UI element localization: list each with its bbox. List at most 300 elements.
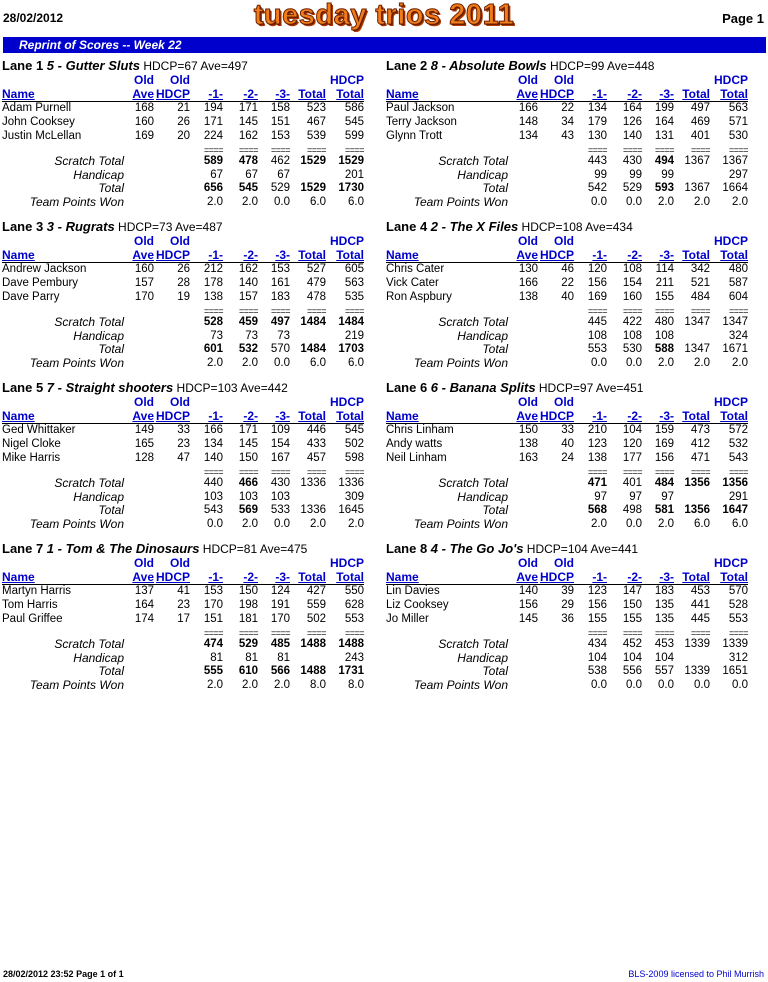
player-score: 171 [238, 424, 258, 436]
separator: ==== [622, 145, 642, 155]
team-points-value: 0.0 [274, 517, 290, 530]
player-score: 134 [587, 102, 607, 114]
player-score: 166 [518, 277, 538, 289]
scratch-total-value: 480 [654, 316, 674, 328]
col-hdcp-total: Total [720, 87, 748, 101]
col-game-1: -1- [592, 409, 607, 423]
player-score: 140 [622, 130, 642, 142]
scratch-total-value: 430 [622, 155, 642, 167]
team-points-value: 0.0 [274, 195, 290, 208]
handicap-total-value: 67 [210, 168, 223, 181]
handicap-total-label: Handicap [457, 650, 508, 665]
col-total: Total [298, 570, 326, 584]
player-score: 33 [177, 424, 190, 436]
col-hdcp-total: Total [720, 409, 748, 423]
col-ave: Ave [516, 87, 538, 101]
team-average: Ave=434 [585, 220, 633, 234]
player-name: Vick Cater [386, 277, 439, 289]
player-score: 40 [561, 291, 574, 303]
separator: ==== [238, 628, 258, 638]
player-score: 532 [728, 438, 748, 450]
separator: ==== [270, 145, 290, 155]
scratch-total-value: 445 [587, 316, 607, 328]
col-old-ave-top: Old [518, 556, 538, 570]
player-score: 174 [134, 613, 154, 625]
player-score: 170 [134, 291, 154, 303]
team-points-value: 2.0 [274, 678, 290, 691]
player-score: 140 [518, 585, 538, 597]
player-score: 604 [728, 291, 748, 303]
col-hdcp-total: Total [336, 570, 364, 584]
col-old-ave-top: Old [518, 234, 538, 248]
col-game-1: -1- [592, 570, 607, 584]
player-score: 178 [203, 277, 223, 289]
player-score: 154 [622, 277, 642, 289]
player-score: 480 [728, 263, 748, 275]
handicap-total-label: Handicap [73, 489, 124, 504]
col-game-3: -3- [659, 87, 674, 101]
team-points-value: 6.0 [694, 517, 710, 530]
scratch-total-value: 462 [270, 155, 290, 167]
col-total: Total [682, 409, 710, 423]
team-points-value: 2.0 [207, 678, 223, 691]
player-score: 22 [561, 102, 574, 114]
scratch-total-value: 430 [270, 477, 290, 489]
scratch-total-value: 459 [238, 316, 258, 328]
handicap-total-label: Handicap [457, 167, 508, 182]
handicap-total-label: Handicap [73, 328, 124, 343]
player-score: 157 [134, 277, 154, 289]
scratch-total-value: 589 [203, 155, 223, 167]
col-hdcp-total: Total [336, 248, 364, 262]
scratch-total-label: Scratch Total [438, 476, 508, 490]
scratch-total-value: 452 [622, 638, 642, 650]
team-points-value: 2.0 [694, 356, 710, 369]
col-game-3: -3- [659, 248, 674, 262]
grand-total-value: 566 [270, 665, 290, 677]
separator: ==== [203, 628, 223, 638]
separator: ==== [622, 628, 642, 638]
player-score: 149 [134, 424, 154, 436]
grand-total-value: 532 [238, 343, 258, 355]
player-score: 479 [306, 277, 326, 289]
col-old-ave-top: Old [134, 234, 154, 248]
team-average: Ave=442 [240, 381, 288, 395]
player-score: 148 [518, 116, 538, 128]
player-name: Dave Parry [2, 291, 60, 303]
team-points-value: 0.0 [658, 678, 674, 691]
player-score: 543 [728, 452, 748, 464]
lane-heading [2, 58, 248, 74]
scratch-total-value: 401 [622, 477, 642, 489]
player-score: 570 [728, 585, 748, 597]
player-score: 210 [587, 424, 607, 436]
player-score: 134 [518, 130, 538, 142]
scratch-total-value: 478 [238, 155, 258, 167]
scratch-total-label: Scratch Total [438, 315, 508, 329]
col-old-hdcp-top: Old [554, 395, 574, 409]
col-hdcp-total-top: HDCP [713, 395, 748, 409]
player-score: 528 [728, 599, 748, 611]
player-score: 170 [203, 599, 223, 611]
scratch-total-value: 1356 [722, 477, 748, 489]
team-points-value: 0.0 [626, 195, 642, 208]
col-game-2: -2- [243, 570, 258, 584]
col-game-2: -2- [243, 248, 258, 262]
separator: ==== [270, 628, 290, 638]
col-hdcp-total-top: HDCP [713, 234, 748, 248]
player-score: 120 [622, 438, 642, 450]
player-score: 523 [306, 102, 326, 114]
handicap-total-label: Handicap [457, 489, 508, 504]
player-score: 628 [344, 599, 364, 611]
team-handicap: HDCP=97 [535, 381, 596, 395]
col-name: Name [2, 409, 35, 423]
player-score: 469 [690, 116, 710, 128]
scratch-total-value: 474 [203, 638, 223, 650]
player-score: 130 [587, 130, 607, 142]
player-score: 599 [344, 130, 364, 142]
handicap-total-value [286, 330, 326, 343]
col-game-3: -3- [275, 87, 290, 101]
col-old-hdcp-top: Old [170, 73, 190, 87]
player-name: Ron Aspbury [386, 291, 452, 303]
player-score: 24 [561, 452, 574, 464]
player-score: 539 [306, 130, 326, 142]
player-score: 156 [654, 452, 674, 464]
team-average: Ave=497 [200, 59, 248, 73]
scratch-total-value: 1367 [722, 155, 748, 167]
lane-number: Lane 5 [2, 380, 47, 395]
player-score: 563 [728, 102, 748, 114]
team-points-value: 6.0 [310, 195, 326, 208]
col-ave: Ave [132, 248, 154, 262]
player-score: 559 [306, 599, 326, 611]
col-ave: Ave [516, 248, 538, 262]
team-handicap: HDCP=104 [523, 542, 591, 556]
separator: ==== [728, 145, 748, 155]
player-score: 126 [622, 116, 642, 128]
separator: ==== [238, 467, 258, 477]
separator: ==== [344, 467, 364, 477]
player-score: 169 [654, 438, 674, 450]
scratch-total-value: 1336 [338, 477, 364, 489]
col-old-ave-top: Old [134, 556, 154, 570]
scratch-total-value: 1367 [684, 155, 710, 167]
scratch-total-value: 494 [654, 155, 674, 167]
player-score: 157 [238, 291, 258, 303]
grand-total-value: 530 [622, 343, 642, 355]
team-points-value: 0.0 [626, 517, 642, 530]
handicap-total-value: 309 [344, 490, 364, 503]
col-total: Total [682, 570, 710, 584]
grand-total-value: 1484 [300, 343, 326, 355]
grand-total-label: Total [482, 342, 508, 356]
player-score: 154 [270, 438, 290, 450]
player-score: 34 [561, 116, 574, 128]
team-points-value: 2.0 [658, 356, 674, 369]
separator: ==== [690, 467, 710, 477]
separator: ==== [654, 306, 674, 316]
col-name: Name [386, 87, 419, 101]
team-points-value: 0.0 [626, 356, 642, 369]
player-score: 26 [177, 116, 190, 128]
team-average: Ave=451 [595, 381, 644, 395]
player-score: 140 [238, 277, 258, 289]
team-points-label: Team Points Won [413, 677, 508, 692]
handicap-total-value: 297 [728, 168, 748, 181]
separator: ==== [270, 467, 290, 477]
handicap-total-value: 73 [245, 329, 258, 342]
team-handicap: HDCP=99 [546, 59, 607, 73]
scratch-total-value: 1336 [300, 477, 326, 489]
team-average: Ave=441 [590, 542, 639, 556]
player-score: 19 [177, 291, 190, 303]
grand-total-label: Total [98, 503, 124, 517]
player-score: 138 [518, 291, 538, 303]
handicap-total-value: 201 [344, 168, 364, 181]
handicap-total-value [670, 330, 710, 343]
player-score: 155 [587, 613, 607, 625]
col-total: Total [682, 87, 710, 101]
separator: ==== [587, 628, 607, 638]
grand-total-label: Total [482, 664, 508, 678]
col-old-ave-top: Old [518, 73, 538, 87]
lane-block [2, 380, 382, 540]
team-points-value: 0.0 [207, 517, 223, 530]
col-ave: Ave [516, 409, 538, 423]
col-hdcp-total: Total [720, 570, 748, 584]
separator: ==== [306, 145, 326, 155]
player-score: 160 [622, 291, 642, 303]
player-name: Mike Harris [2, 452, 61, 464]
col-hdcp: HDCP [155, 570, 190, 584]
handicap-total-value [670, 652, 710, 665]
player-name: Paul Griffee [2, 613, 63, 625]
col-game-1: -1- [208, 409, 223, 423]
handicap-total-value [286, 491, 326, 504]
separator: ==== [654, 145, 674, 155]
separator: ==== [622, 467, 642, 477]
player-score: 198 [238, 599, 258, 611]
team-points-label: Team Points Won [29, 516, 124, 531]
player-score: 171 [203, 116, 223, 128]
grand-total-value: 656 [203, 182, 223, 194]
player-score: 21 [177, 102, 190, 114]
player-score: 224 [203, 130, 223, 142]
grand-total-value: 533 [270, 504, 290, 516]
lane-heading [386, 541, 638, 557]
lane-block [386, 380, 766, 540]
separator: ==== [238, 145, 258, 155]
col-game-1: -1- [208, 87, 223, 101]
handicap-total-value: 81 [245, 651, 258, 664]
team-points-value: 0.0 [591, 195, 607, 208]
grand-total-value: 529 [270, 182, 290, 194]
player-score: 605 [344, 263, 364, 275]
handicap-total-label: Handicap [73, 650, 124, 665]
team-points-value: 6.0 [348, 195, 364, 208]
player-score: 598 [344, 452, 364, 464]
col-old-hdcp-top: Old [170, 234, 190, 248]
lane-block [386, 219, 766, 379]
grand-total-value: 1336 [300, 504, 326, 516]
separator: ==== [690, 628, 710, 638]
grand-total-label: Total [98, 181, 124, 195]
player-name: Terry Jackson [386, 116, 457, 128]
player-score: 134 [203, 438, 223, 450]
scratch-total-value: 471 [587, 477, 607, 489]
player-score: 155 [622, 613, 642, 625]
separator: ==== [690, 145, 710, 155]
player-score: 169 [134, 130, 154, 142]
col-name: Name [2, 87, 35, 101]
player-name: Chris Linham [386, 424, 454, 436]
col-hdcp-total-top: HDCP [329, 395, 364, 409]
scratch-total-value: 422 [622, 316, 642, 328]
player-score: 445 [690, 613, 710, 625]
handicap-total-value: 104 [654, 651, 674, 664]
footer-timestamp: 28/02/2012 23:52 Page 1 of 1 [3, 969, 124, 979]
player-score: 212 [203, 263, 223, 275]
handicap-total-value: 97 [594, 490, 607, 503]
player-score: 453 [690, 585, 710, 597]
scratch-total-value: 1488 [300, 638, 326, 650]
grand-total-value: 593 [654, 182, 674, 194]
handicap-total-value: 99 [594, 168, 607, 181]
player-name: Martyn Harris [2, 585, 72, 597]
team-name: 8 - Absolute Bowls [430, 58, 547, 73]
col-total: Total [682, 248, 710, 262]
player-score: 140 [203, 452, 223, 464]
lane-heading [2, 219, 223, 235]
scratch-total-value: 484 [654, 477, 674, 489]
team-points-value: 2.0 [658, 517, 674, 530]
team-points-value: 2.0 [732, 195, 748, 208]
footer-license: BLS-2009 licensed to Phil Murrish [628, 969, 764, 979]
team-name: 7 - Straight shooters [46, 380, 174, 395]
scratch-total-value: 1347 [722, 316, 748, 328]
grand-total-value: 588 [654, 343, 674, 355]
handicap-total-value: 81 [277, 651, 290, 664]
grand-total-value: 1731 [338, 665, 364, 677]
player-score: 441 [690, 599, 710, 611]
team-points-label: Team Points Won [29, 194, 124, 209]
player-score: 545 [344, 116, 364, 128]
grand-total-label: Total [98, 342, 124, 356]
handicap-total-value: 219 [344, 329, 364, 342]
team-points-value: 2.0 [348, 517, 364, 530]
col-game-2: -2- [627, 570, 642, 584]
handicap-total-label: Handicap [73, 167, 124, 182]
handicap-total-value: 99 [629, 168, 642, 181]
player-score: 155 [654, 291, 674, 303]
player-score: 478 [306, 291, 326, 303]
scratch-total-value: 528 [203, 316, 223, 328]
team-points-value: 0.0 [732, 678, 748, 691]
grand-total-value: 1339 [684, 665, 710, 677]
scratch-total-label: Scratch Total [54, 154, 124, 168]
player-score: 161 [270, 277, 290, 289]
col-old-hdcp-top: Old [554, 73, 574, 87]
player-score: 181 [238, 613, 258, 625]
team-handicap: HDCP=67 [139, 59, 201, 73]
handicap-total-value: 108 [654, 329, 674, 342]
team-points-value: 2.0 [658, 195, 674, 208]
grand-total-value: 1664 [722, 182, 748, 194]
grand-total-value: 1651 [722, 665, 748, 677]
player-score: 171 [238, 102, 258, 114]
team-points-label: Team Points Won [413, 194, 508, 209]
player-score: 183 [270, 291, 290, 303]
grand-total-value: 1645 [338, 504, 364, 516]
team-points-value: 0.0 [626, 678, 642, 691]
col-old-hdcp-top: Old [170, 395, 190, 409]
handicap-total-value: 99 [661, 168, 674, 181]
separator: ==== [728, 306, 748, 316]
player-score: 29 [561, 599, 574, 611]
col-hdcp: HDCP [155, 409, 190, 423]
player-score: 535 [344, 291, 364, 303]
grand-total-value: 601 [203, 343, 223, 355]
team-average: Ave=487 [175, 220, 223, 234]
player-score: 183 [654, 585, 674, 597]
grand-total-value: 1529 [300, 182, 326, 194]
handicap-total-value [286, 169, 326, 182]
player-score: 164 [622, 102, 642, 114]
player-score: 22 [561, 277, 574, 289]
scratch-total-value: 443 [587, 155, 607, 167]
team-points-value: 6.0 [732, 517, 748, 530]
col-game-3: -3- [275, 570, 290, 584]
player-score: 123 [587, 585, 607, 597]
scratch-total-value: 1339 [722, 638, 748, 650]
team-points-value: 6.0 [310, 356, 326, 369]
player-score: 545 [344, 424, 364, 436]
col-hdcp: HDCP [539, 570, 574, 584]
col-hdcp: HDCP [155, 87, 190, 101]
player-score: 33 [561, 424, 574, 436]
player-name: Ged Whittaker [2, 424, 76, 436]
player-score: 199 [654, 102, 674, 114]
player-score: 135 [654, 599, 674, 611]
team-points-value: 0.0 [274, 356, 290, 369]
player-score: 20 [177, 130, 190, 142]
scratch-total-value: 1529 [300, 155, 326, 167]
col-hdcp-total: Total [720, 248, 748, 262]
col-name: Name [386, 248, 419, 262]
scratch-total-value: 485 [270, 638, 290, 650]
separator: ==== [654, 628, 674, 638]
player-name: Andy watts [386, 438, 443, 450]
player-score: 130 [518, 263, 538, 275]
player-score: 17 [177, 613, 190, 625]
col-old-ave-top: Old [134, 395, 154, 409]
team-points-value: 0.0 [694, 678, 710, 691]
player-score: 563 [344, 277, 364, 289]
scratch-total-value: 1347 [684, 316, 710, 328]
player-score: 194 [203, 102, 223, 114]
player-score: 167 [270, 452, 290, 464]
player-score: 151 [203, 613, 223, 625]
team-points-label: Team Points Won [413, 355, 508, 370]
col-name: Name [2, 248, 35, 262]
player-score: 40 [561, 438, 574, 450]
player-score: 484 [690, 291, 710, 303]
player-score: 530 [728, 130, 748, 142]
player-score: 550 [344, 585, 364, 597]
player-name: Justin McLellan [2, 130, 82, 142]
